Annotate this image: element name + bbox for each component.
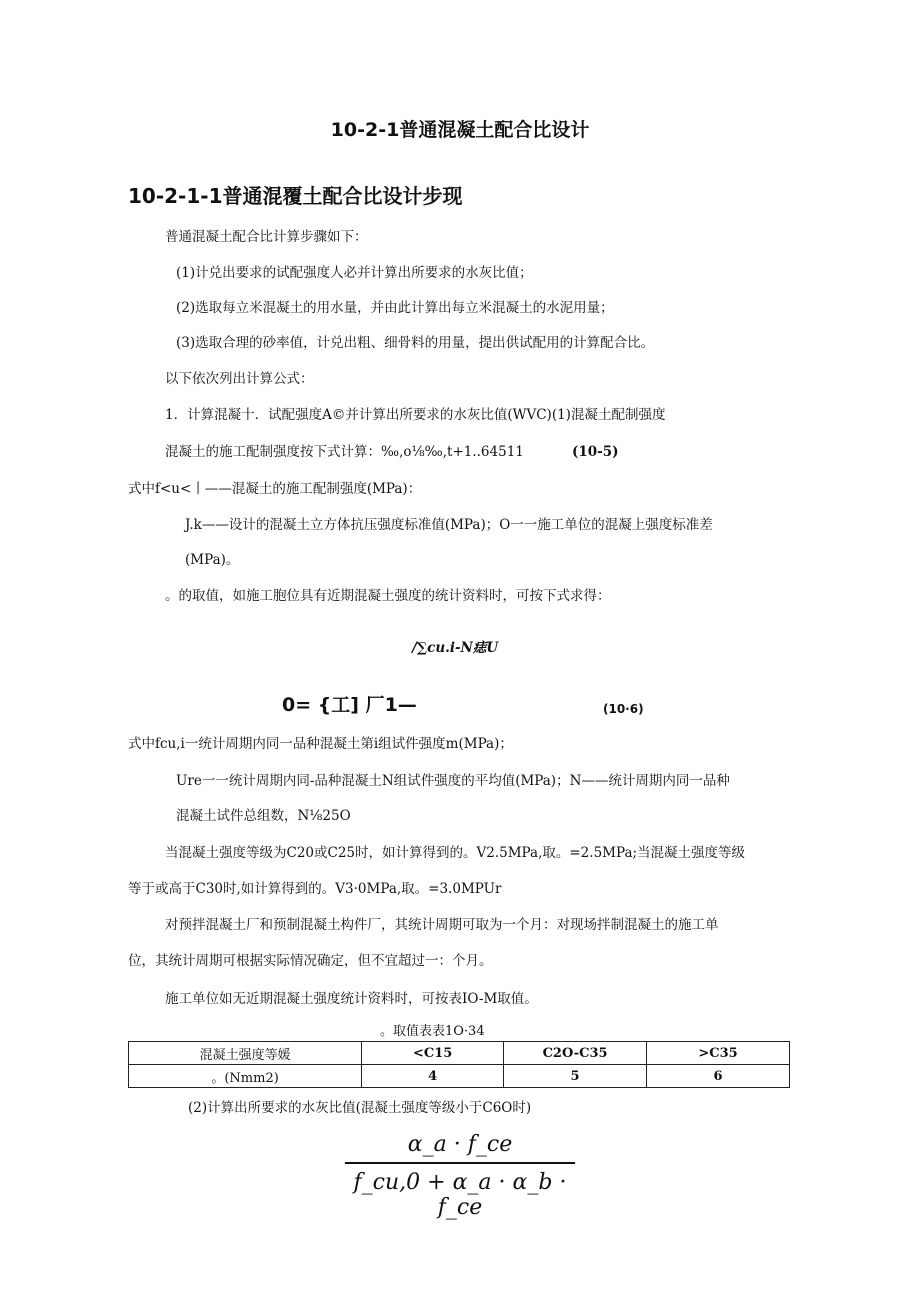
table-row [129,1065,790,1088]
table-cell: 6 [647,1065,790,1088]
formula-2-number: (10·6) [603,702,644,716]
definition-1b: (MPa)。 [185,552,240,568]
step-2: (2)选取每立米混凝土的用水量，并由此计算出每立米混凝土的水泥用量； [176,300,614,316]
sigma-intro: 。的取值，如施工胞位具有近期混凝土强度的统计资料时，可按下式求得： [165,588,611,604]
where-1: 式中f<u<丨——混凝土的施工配制强度(MPa)： [128,481,422,497]
table-caption: 。取值表表1O·34 [380,1024,485,1039]
sigma-table [128,1041,790,1088]
formula-denominator: f_cu,0 + α_a · α_b · f_ce [353,1170,567,1220]
formula-2-top: /∑cu.i-N痣U [412,640,499,656]
item-1: 1．计算混凝十．试配强度A©并计算出所要求的水灰比值(WVC)(1)混凝土配制强度 [165,407,666,423]
list-intro: 以下依次列出计算公式： [165,371,314,387]
table-cell: 4 [362,1065,504,1088]
formula-2-main: 0= {工] 厂1— [282,694,417,716]
page-title: 10-2-1普通混凝土配合比设计 [330,119,590,141]
where-2: 式中fcu,i一统计周期内同一品种混凝土第i组试件强度m(MPa)； [128,736,513,752]
note-1a: 当混凝土强度等级为C20或C25时，如计算得到的。V2.5MPa,取。=2.5MPa;当混凝土强度等级 [165,845,746,861]
note-2a: 对预拌混凝土厂和预制混凝土构件厂，其统计周期可取为一个月：对现场拌制混凝土的施工单 [165,917,719,933]
step-3: (3)选取合理的砂率值，计兑出粗、细骨料的用量，提出供试配用的计算配合比。 [176,335,655,351]
table-header-cell: C2O-C35 [504,1042,647,1065]
table-cell: 。(Nmm2) [129,1065,362,1088]
intro-text: 普通混凝土配合比计算步骤如下： [165,229,368,245]
definition-2: Ure一一统计周期内同-品种混凝土N组试件强度的平均值(MPa)；N——统计周期内同一品种 [176,773,730,789]
note-2b: 位，其统计周期可根据实际情况确定，但不宜超过一：个月。 [128,953,493,969]
formula-1-number: (10-5) [572,444,619,460]
definition-2b: 混凝土试件总组数，N⅛25O [176,808,351,824]
water-cement-ratio-formula [345,1132,575,1220]
table-header-cell: >C35 [647,1042,790,1065]
table-header-cell: <C15 [362,1042,504,1065]
formula-numerator: α_a · f_ce [407,1132,513,1157]
table-cell: 5 [504,1065,647,1088]
table-header-cell: 混凝土强度等媛 [129,1042,362,1065]
fraction-bar [345,1162,575,1164]
note-3: 施工单位如无近期混凝土强度统计资料时，可按表IO-M取值。 [165,991,538,1007]
step-2-heading: (2)计算出所要求的水灰比值(混凝土强度等级小于C6O时) [188,1100,532,1116]
formula-1-text: 混凝土的施工配制强度按下式计算：‰,o⅛‰,t+1..64511 [165,444,524,460]
definition-1: J.k——设计的混凝土立方体抗压强度标准值(MPa)；O一一施工单位的混凝上强度标准差 [185,517,713,533]
step-1: (1)计兑出要求的试配强度人必并计算出所要求的水灰比值； [176,265,533,281]
section-heading: 10-2-1-1普通混覆土配合比设计步现 [128,184,463,208]
note-1b: 等于或高于C30时,如计算得到的。V3·0MPa,取。=3.0MPUr [128,881,502,897]
table-header-row [129,1042,790,1065]
